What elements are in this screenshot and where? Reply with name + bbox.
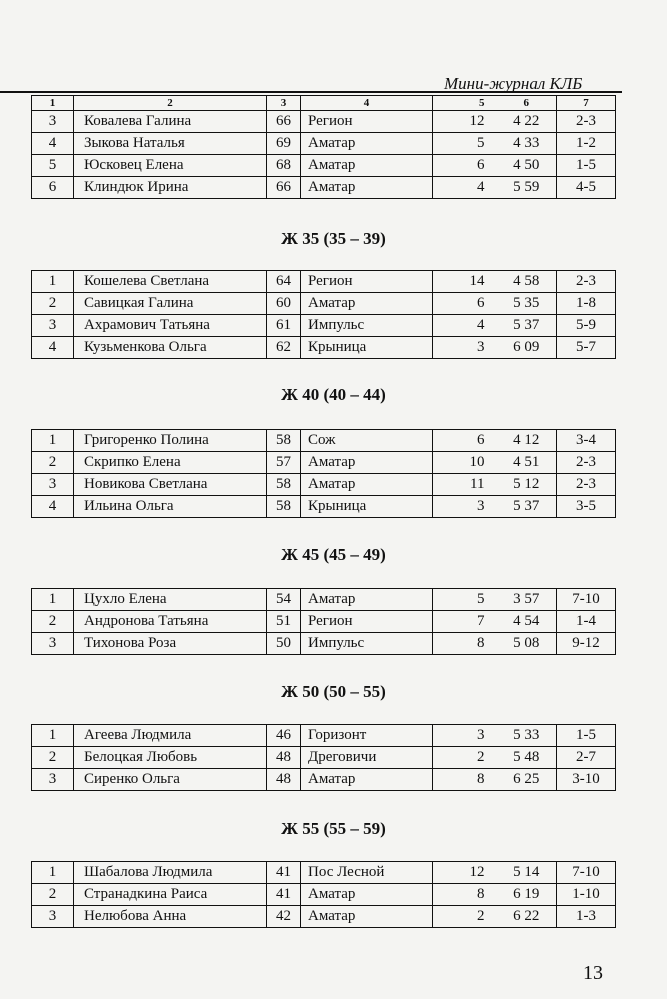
result-cell: 4 22 — [497, 111, 557, 133]
place-cell: 4 — [32, 337, 74, 359]
place-cell: 5 — [32, 155, 74, 177]
club-cell: Регион — [301, 271, 433, 293]
name-cell: Странадкина Раиса — [74, 884, 267, 906]
table-row — [32, 633, 616, 655]
starts-cell: 2 — [433, 747, 497, 769]
name-cell: Ильина Ольга — [74, 496, 267, 518]
birth-year-cell: 61 — [267, 315, 301, 337]
range-cell: 7-10 — [557, 862, 616, 884]
section-title-w45: Ж 45 (45 – 49) — [281, 545, 386, 564]
starts-cell: 2 — [433, 906, 497, 928]
name-cell: Ковалева Галина — [74, 111, 267, 133]
name-cell: Нелюбова Анна — [74, 906, 267, 928]
starts-cell: 14 — [433, 271, 497, 293]
name-cell: Савицкая Галина — [74, 293, 267, 315]
result-cell: 5 14 — [497, 862, 557, 884]
starts-cell: 6 — [433, 293, 497, 315]
birth-year-cell: 58 — [267, 430, 301, 452]
range-cell: 1-5 — [557, 725, 616, 747]
place-cell: 1 — [32, 430, 74, 452]
table-row — [32, 611, 616, 633]
birth-year-cell: 48 — [267, 769, 301, 791]
column-number: 7 — [557, 96, 616, 111]
range-cell: 1-3 — [557, 906, 616, 928]
club-cell: Регион — [301, 611, 433, 633]
birth-year-cell: 50 — [267, 633, 301, 655]
range-cell: 2-3 — [557, 474, 616, 496]
journal-header: Мини-журнал КЛБ — [444, 74, 583, 93]
birth-year-cell: 62 — [267, 337, 301, 359]
range-cell: 1-10 — [557, 884, 616, 906]
place-cell: 1 — [32, 589, 74, 611]
club-cell: Импульс — [301, 633, 433, 655]
range-cell: 7-10 — [557, 589, 616, 611]
starts-cell: 4 — [433, 315, 497, 337]
birth-year-cell: 58 — [267, 474, 301, 496]
results-table-continued — [31, 95, 616, 199]
starts-cell: 6 — [433, 155, 497, 177]
club-cell: Регион — [301, 111, 433, 133]
name-cell: Григоренко Полина — [74, 430, 267, 452]
result-cell: 5 08 — [497, 633, 557, 655]
club-cell: Горизонт — [301, 725, 433, 747]
starts-cell: 8 — [433, 884, 497, 906]
place-cell: 1 — [32, 862, 74, 884]
result-cell: 4 54 — [497, 611, 557, 633]
starts-cell: 10 — [433, 452, 497, 474]
page-number: 13 — [583, 962, 603, 984]
club-cell: Аматар — [301, 452, 433, 474]
table-row — [32, 474, 616, 496]
name-cell: Цухло Елена — [74, 589, 267, 611]
club-cell: Аматар — [301, 884, 433, 906]
place-cell: 1 — [32, 271, 74, 293]
table-row — [32, 452, 616, 474]
starts-cell: 12 — [433, 862, 497, 884]
name-cell: Скрипко Елена — [74, 452, 267, 474]
header-rule — [0, 91, 622, 93]
result-cell: 5 48 — [497, 747, 557, 769]
birth-year-cell: 66 — [267, 177, 301, 199]
place-cell: 2 — [32, 747, 74, 769]
table-row — [32, 111, 616, 133]
starts-cell: 8 — [433, 633, 497, 655]
result-cell: 6 25 — [497, 769, 557, 791]
range-cell: 2-3 — [557, 452, 616, 474]
birth-year-cell: 58 — [267, 496, 301, 518]
club-cell: Крыница — [301, 496, 433, 518]
place-cell: 4 — [32, 496, 74, 518]
range-cell: 3-5 — [557, 496, 616, 518]
name-cell: Юсковец Елена — [74, 155, 267, 177]
result-cell: 5 37 — [497, 496, 557, 518]
result-cell: 6 22 — [497, 906, 557, 928]
club-cell: Аматар — [301, 906, 433, 928]
result-cell: 4 12 — [497, 430, 557, 452]
table-row — [32, 589, 616, 611]
results-table-w40 — [31, 429, 616, 518]
table-row — [32, 315, 616, 337]
table-row — [32, 906, 616, 928]
column-number: 2 — [74, 96, 267, 111]
range-cell: 5-7 — [557, 337, 616, 359]
name-cell: Клиндюк Ирина — [74, 177, 267, 199]
table-row — [32, 271, 616, 293]
place-cell: 2 — [32, 452, 74, 474]
place-cell: 2 — [32, 293, 74, 315]
result-cell: 6 09 — [497, 337, 557, 359]
starts-cell: 5 — [433, 589, 497, 611]
column-number: 6 — [497, 96, 557, 111]
birth-year-cell: 51 — [267, 611, 301, 633]
range-cell: 9-12 — [557, 633, 616, 655]
club-cell: Аматар — [301, 155, 433, 177]
club-cell: Крыница — [301, 337, 433, 359]
result-cell: 5 35 — [497, 293, 557, 315]
birth-year-cell: 41 — [267, 884, 301, 906]
starts-cell: 4 — [433, 177, 497, 199]
table-row — [32, 293, 616, 315]
results-table-w35 — [31, 270, 616, 359]
birth-year-cell: 48 — [267, 747, 301, 769]
birth-year-cell: 60 — [267, 293, 301, 315]
results-table-w45 — [31, 588, 616, 655]
section-title-w40: Ж 40 (40 – 44) — [281, 385, 386, 404]
table-row — [32, 133, 616, 155]
club-cell: Аматар — [301, 769, 433, 791]
birth-year-cell: 66 — [267, 111, 301, 133]
result-cell: 4 51 — [497, 452, 557, 474]
table-row — [32, 725, 616, 747]
result-cell: 6 19 — [497, 884, 557, 906]
club-cell: Дреговичи — [301, 747, 433, 769]
column-number: 1 — [32, 96, 74, 111]
birth-year-cell: 46 — [267, 725, 301, 747]
range-cell: 1-4 — [557, 611, 616, 633]
place-cell: 6 — [32, 177, 74, 199]
table-row — [32, 747, 616, 769]
range-cell: 1-8 — [557, 293, 616, 315]
club-cell: Аматар — [301, 133, 433, 155]
starts-cell: 3 — [433, 496, 497, 518]
range-cell: 1-2 — [557, 133, 616, 155]
place-cell: 3 — [32, 111, 74, 133]
starts-cell: 11 — [433, 474, 497, 496]
birth-year-cell: 41 — [267, 862, 301, 884]
table-row — [32, 430, 616, 452]
place-cell: 2 — [32, 884, 74, 906]
starts-cell: 5 — [433, 133, 497, 155]
table-row — [32, 862, 616, 884]
result-cell: 4 33 — [497, 133, 557, 155]
starts-cell: 7 — [433, 611, 497, 633]
place-cell: 1 — [32, 725, 74, 747]
place-cell: 2 — [32, 611, 74, 633]
place-cell: 3 — [32, 906, 74, 928]
section-title-w55: Ж 55 (55 – 59) — [281, 819, 386, 838]
name-cell: Агеева Людмила — [74, 725, 267, 747]
birth-year-cell: 69 — [267, 133, 301, 155]
result-cell: 3 57 — [497, 589, 557, 611]
club-cell: Аматар — [301, 177, 433, 199]
table-row — [32, 337, 616, 359]
table-row — [32, 177, 616, 199]
birth-year-cell: 68 — [267, 155, 301, 177]
results-table-w55 — [31, 861, 616, 928]
club-cell: Пос Лесной — [301, 862, 433, 884]
result-cell: 4 50 — [497, 155, 557, 177]
range-cell: 3-4 — [557, 430, 616, 452]
place-cell: 4 — [32, 133, 74, 155]
name-cell: Зыкова Наталья — [74, 133, 267, 155]
range-cell: 2-3 — [557, 111, 616, 133]
result-cell: 5 37 — [497, 315, 557, 337]
name-cell: Тихонова Роза — [74, 633, 267, 655]
column-number-row — [32, 96, 616, 111]
club-cell: Аматар — [301, 589, 433, 611]
starts-cell: 3 — [433, 337, 497, 359]
range-cell: 2-7 — [557, 747, 616, 769]
starts-cell: 6 — [433, 430, 497, 452]
result-cell: 5 12 — [497, 474, 557, 496]
name-cell: Новикова Светлана — [74, 474, 267, 496]
club-cell: Импульс — [301, 315, 433, 337]
results-table-w50 — [31, 724, 616, 791]
result-cell: 5 33 — [497, 725, 557, 747]
name-cell: Андронова Татьяна — [74, 611, 267, 633]
name-cell: Сиренко Ольга — [74, 769, 267, 791]
starts-cell: 12 — [433, 111, 497, 133]
place-cell: 3 — [32, 474, 74, 496]
birth-year-cell: 42 — [267, 906, 301, 928]
club-cell: Аматар — [301, 293, 433, 315]
table-row — [32, 155, 616, 177]
range-cell: 3-10 — [557, 769, 616, 791]
place-cell: 3 — [32, 769, 74, 791]
column-number: 4 — [301, 96, 433, 111]
range-cell: 5-9 — [557, 315, 616, 337]
starts-cell: 8 — [433, 769, 497, 791]
table-row — [32, 884, 616, 906]
birth-year-cell: 54 — [267, 589, 301, 611]
result-cell: 5 59 — [497, 177, 557, 199]
name-cell: Шабалова Людмила — [74, 862, 267, 884]
column-number: 5 — [433, 96, 497, 111]
range-cell: 4-5 — [557, 177, 616, 199]
range-cell: 1-5 — [557, 155, 616, 177]
table-row — [32, 496, 616, 518]
name-cell: Ахрамович Татьяна — [74, 315, 267, 337]
club-cell: Аматар — [301, 474, 433, 496]
name-cell: Кузьменкова Ольга — [74, 337, 267, 359]
birth-year-cell: 64 — [267, 271, 301, 293]
name-cell: Кошелева Светлана — [74, 271, 267, 293]
result-cell: 4 58 — [497, 271, 557, 293]
birth-year-cell: 57 — [267, 452, 301, 474]
column-number: 3 — [267, 96, 301, 111]
place-cell: 3 — [32, 315, 74, 337]
range-cell: 2-3 — [557, 271, 616, 293]
club-cell: Сож — [301, 430, 433, 452]
place-cell: 3 — [32, 633, 74, 655]
section-title-w35: Ж 35 (35 – 39) — [281, 229, 386, 248]
name-cell: Белоцкая Любовь — [74, 747, 267, 769]
table-row — [32, 769, 616, 791]
section-title-w50: Ж 50 (50 – 55) — [281, 682, 386, 701]
starts-cell: 3 — [433, 725, 497, 747]
